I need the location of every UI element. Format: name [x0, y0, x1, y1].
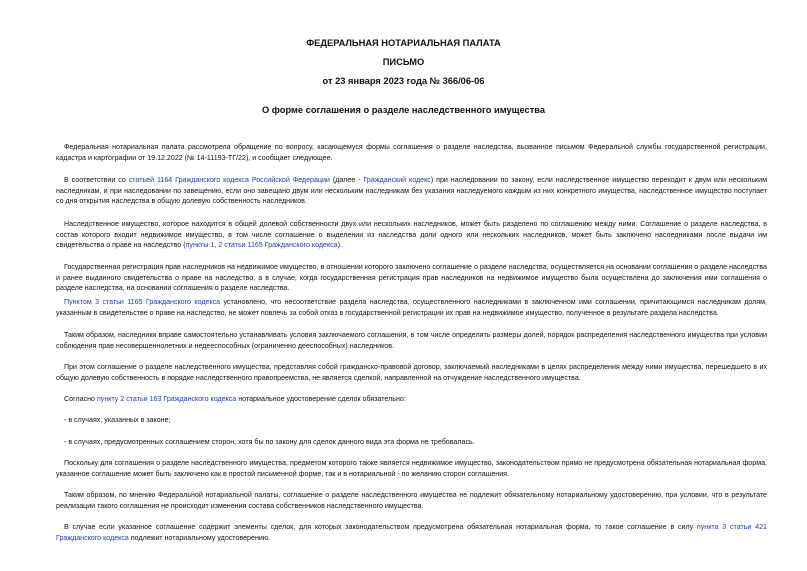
link-article-163[interactable]: пункту 2 статьи 163 Гражданского кодекса	[96, 395, 237, 403]
text-span: подлежит нотариальному удостоверению.	[128, 533, 271, 542]
text-span: ) при наследовании по закону, если наследственное имущество переходит к двум или нескольким наследникам, и при наследовании по завещению, если оно завещано двум или нескольким наследникам без указания наследуемого каждым из них конкретного имущества, наследственное имущество поступает со дня открытия наследства в общую долевую собственность наследников.	[56, 176, 767, 206]
doc-subject: О форме соглашения о разделе наследственного имущества	[261, 105, 546, 115]
text-span: Согласно	[64, 395, 97, 403]
link-article-1165-p3[interactable]: Пунктом 3 статьи 1165 Гражданского кодекса	[64, 298, 221, 306]
text-span: нотариальное удостоверение сделок обязательно:	[236, 395, 406, 403]
paragraph-2	[56, 175, 767, 207]
paragraph-5	[56, 297, 767, 318]
link-article-421[interactable]: пункта 3 статьи 421 Гражданского кодекса	[56, 523, 767, 542]
link-civil-code[interactable]: Гражданский кодекс	[363, 176, 431, 184]
paragraph-11: Поскольку для соглашения о разделе наследственного имущества, предметом которого также является недвижимое имущество, законодательством прямо не предусмотрена обязательная нотариальная форма, указанное соглашение может быть заключено как в простой письменной форме, так и в нотариальной - по желанию сторон соглашения.	[56, 459, 767, 478]
paragraph-13	[56, 522, 767, 543]
text-span: В случае если указанное соглашение содержит элементы сделок, для которых законодательством предусмотрена обязательная нотариальная форма, то такое соглашение в силу	[64, 523, 697, 531]
text-span: ).	[337, 241, 342, 250]
text-span: (далее -	[329, 176, 364, 184]
link-article-1164[interactable]: статьей 1164 Гражданского кодекса Российской Федерации	[128, 176, 330, 184]
paragraph-3	[56, 219, 767, 251]
date-number: от 23 января 2023 года № 366/06-06	[322, 76, 485, 86]
paragraph-6: Таким образом, наследники вправе самостоятельно устанавливать условия заключаемого соглашения, в том числе определять размеры долей, порядок распределения наследственного имущества при условии соблюдения прав несовершеннолетних и недееспособных (ограниченно дееспособных) наследников.	[56, 331, 767, 350]
paragraph-7: При этом соглашение о разделе наследственного имущества, представляя собой гражданско-правовой договор, заключаемый наследниками в целях распределения между ними имущества, перешедшего в их общую долевую собственность в порядке наследственного правопреемства, не является сделкой, направленной на отчуждение наследственного имущества.	[56, 363, 767, 382]
link-article-1165-p1-2[interactable]: пункты 1, 2 статьи 1165 Гражданского кодекса	[185, 241, 338, 250]
list-item-1: - в случаях, указанных в законе;	[64, 416, 171, 424]
text-span: В соответствии со	[64, 176, 129, 184]
org-title: ФЕДЕРАЛЬНАЯ НОТАРИАЛЬНАЯ ПАЛАТА	[306, 38, 501, 48]
paragraph-1: Федеральная нотариальная палата рассмотрела обращение по вопросу, касающемуся формы соглашения о разделе наследства, вызванное письмом Федеральной службы государственной регистрации, кадастра и картографии от 19.12.2022 (№ 14-11193-ТГ/22), и сообщает следующее.	[56, 143, 767, 162]
text-span: установлено, что несоответствие раздела наследства, осуществленного наследниками в заключенном ими соглашении, причитающимся наследникам долям, указанным в свидетельстве о праве на наследство, не может повлечь за собой отказ в государственной регистрации их прав на недвижимое имущество, полученное в результате раздела наследства.	[56, 298, 767, 317]
text-span: Наследственное имущество, которое находится в общей долевой собственности двух или нескольких наследников, может быть разделено по соглашению между ними. Соглашение о разделе наследства, в состав которого входит недвижимое имущество, в том числе соглашение о выделении из наследства доли одного или нескольких наследников, может быть заключено наследниками после выдачи им свидетельства о праве на наследство (	[56, 220, 767, 250]
paragraph-8	[56, 394, 767, 405]
list-item-2: - в случаях, предусмотренных соглашением сторон, хотя бы по закону для сделок данного вида эта форма не требовалась.	[64, 438, 475, 446]
paragraph-12: Таким образом, по мнению Федеральной нотариальной палаты, соглашение о разделе наследственного имущества не подлежит обязательному нотариальному удостоверению, при условии, что в результате реализации такого соглашения не происходит изменения состава собственников наследственного имущества.	[56, 491, 767, 510]
doc-type: ПИСЬМО	[382, 57, 425, 67]
paragraph-4: Государственная регистрация прав наследников на недвижимое имущество, в отношении которого заключено соглашение о разделе наследства, осуществляется на основании соглашения о разделе наследства и ранее выданного свидетельства о праве на наследство, а в случае, когда государственная регистрация прав наследников на недвижимое имущество была осуществлена до заключения ими соглашения о разделе наследства, на основании соглашения о разделе наследства.	[56, 263, 767, 293]
